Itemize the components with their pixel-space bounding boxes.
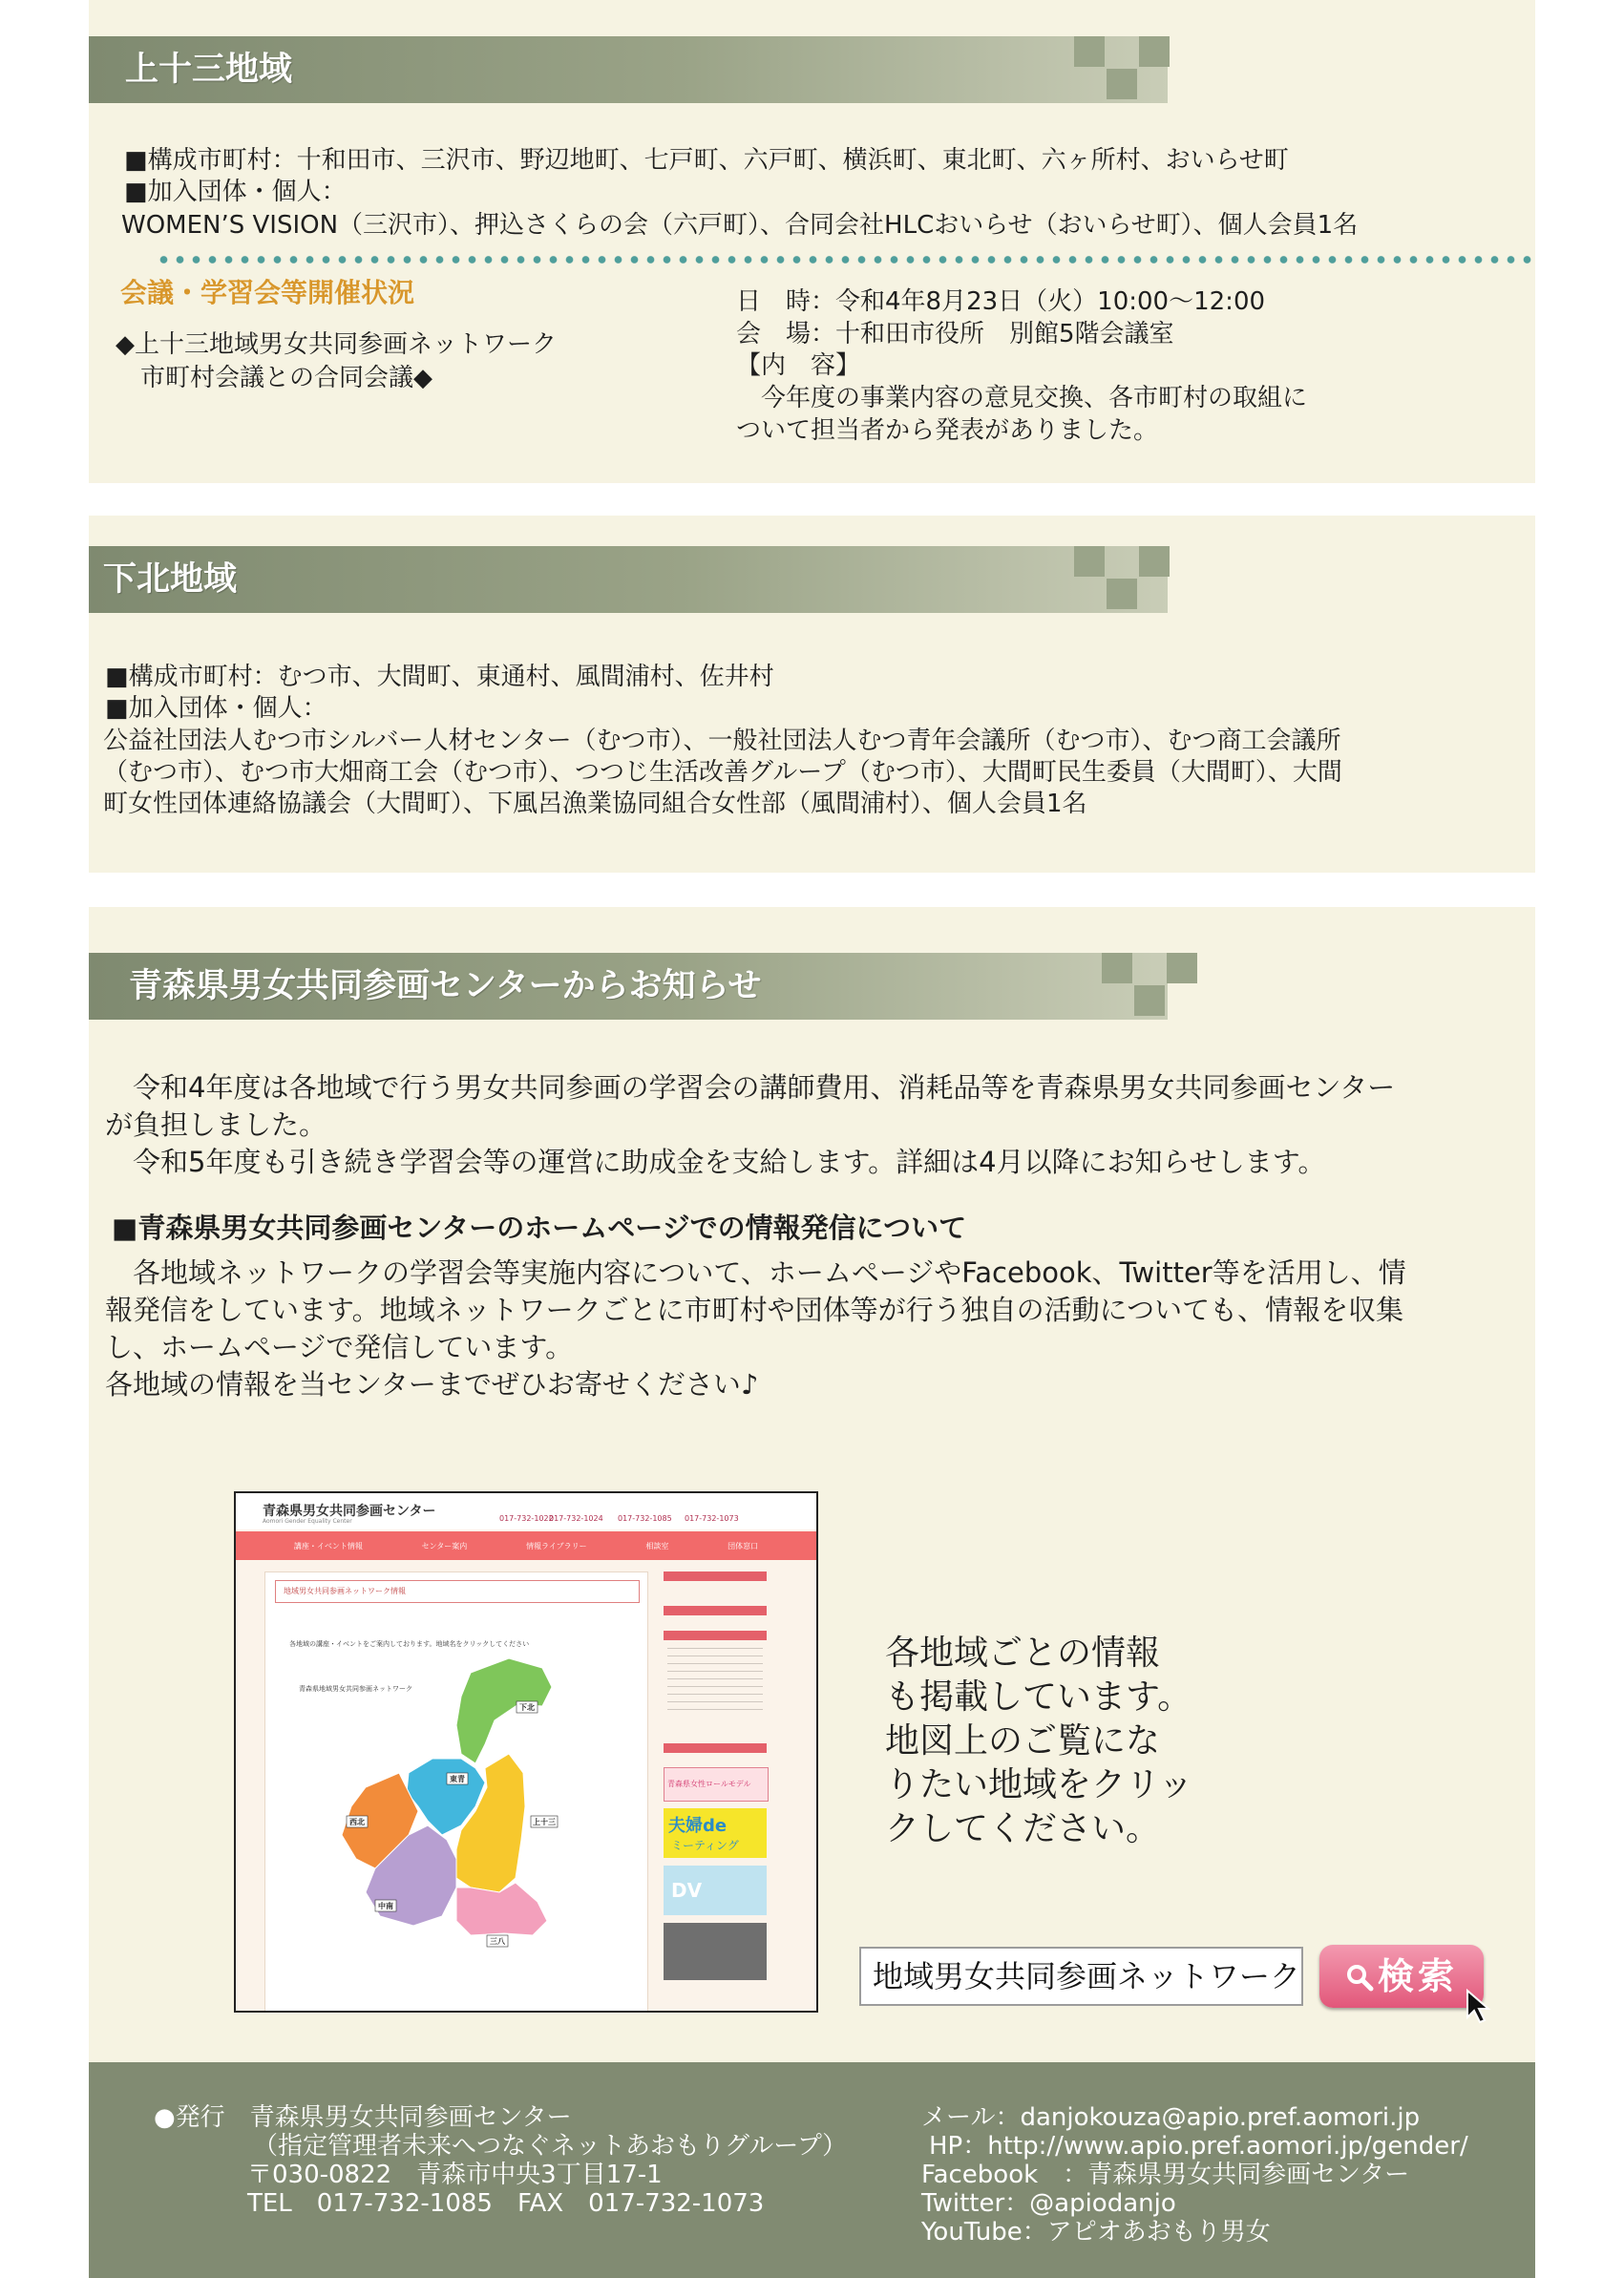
kamitosan-members: ■構成市町村：十和田市、三沢市、野辺地町、七戸町、六戸町、横浜町、東北町、六ヶ所村、おいらせ町	[124, 146, 1289, 175]
map-caption: 青森県地域男女共同参画ネットワーク	[299, 1685, 412, 1693]
header-deco-square	[1074, 546, 1105, 577]
sidebar-block	[664, 1571, 767, 1581]
region-label-seihoku[interactable]: 西北	[349, 1818, 365, 1826]
side-text-line5: クしてください。	[885, 1809, 1161, 1848]
event-content-line2: ついて担当者から発表がありました。	[736, 416, 1159, 445]
header-deco-square	[1074, 36, 1105, 67]
site-tel3: 017-732-1085	[618, 1514, 672, 1523]
event-content-line1: 今年度の事業内容の意見交換、各市町村の取組に	[736, 384, 1308, 412]
site-nav-item[interactable]: 団体窓口	[728, 1541, 759, 1550]
shimokita-groups-line2: （むつ市）、むつ市大畑商工会（むつ市）、つつじ生活改善グループ（むつ市）、大間町民生委員（大間町）、大間	[103, 758, 1342, 787]
notice-p3-line3: し、ホームページで発信しています。	[105, 1331, 574, 1363]
notice-header	[89, 953, 1168, 1020]
footer-twitter: Twitter：@apiodanjo	[921, 2189, 1176, 2218]
notice-p1-line1: 令和4年度は各地域で行う男女共同参画の学習会の講師費用、消耗品等を青森県男女共同参画センター	[105, 1071, 1396, 1104]
couple-meeting-banner-title: 夫婦de	[668, 1816, 728, 1836]
search-input[interactable]: 地域男女共同参画ネットワーク	[859, 1947, 1303, 2006]
event-title-line2: 市町村会議との合同会議◆	[116, 364, 432, 392]
panel-title: 地域男女共同参画ネットワーク情報	[284, 1587, 406, 1595]
site-tel1: 017-732-1022	[499, 1514, 554, 1523]
meeting-heading: 会議・学習会等開催状況	[120, 277, 415, 308]
search-button-label: 検索	[1377, 1955, 1458, 1997]
site-tel2: 017-732-1024	[549, 1514, 603, 1523]
panel-title-box	[275, 1580, 640, 1603]
region-label-kamitosan[interactable]: 上十三	[533, 1818, 556, 1826]
search-icon	[1345, 1948, 1374, 2011]
site-fax: 017-732-1073	[685, 1514, 739, 1523]
notice-p3-line1: 各地域ネットワークの学習会等実施内容について、ホームページやFacebook、Twitter等を活用し、情	[105, 1256, 1406, 1289]
header-deco-square	[1167, 953, 1197, 983]
event-venue: 会 場：十和田市役所 別館5階会議室	[736, 320, 1174, 348]
site-nav-item[interactable]: 情報ライブラリー	[526, 1541, 587, 1550]
sidebar-block	[664, 1743, 767, 1753]
region-label-chunan[interactable]: 中南	[378, 1902, 393, 1910]
kamitosan-groups-text: WOMEN’S VISION（三沢市）、押込さくらの会（六戸町）、合同会社HLCおいらせ（おいらせ町）、個人会員1名	[121, 211, 1359, 240]
site-subtitle: Aomori Gender Equality Center	[263, 1518, 352, 1525]
header-deco-square	[1102, 953, 1132, 983]
website-screenshot	[234, 1491, 818, 2013]
footer-manager: （指定管理者未来へつなぐネットあおもりグループ）	[253, 2132, 848, 2161]
role-model-banner-text: 青森県女性ロールモデル	[667, 1780, 751, 1788]
role-model-banner[interactable]	[664, 1767, 769, 1802]
sidebar-block	[664, 1606, 767, 1615]
region-label-shimokita[interactable]: 下北	[519, 1703, 535, 1712]
kamitosan-header	[89, 36, 1168, 103]
site-content-card	[264, 1571, 648, 2013]
footer	[89, 2062, 1535, 2278]
footer-publisher: ●発行 青森県男女共同参画センター	[154, 2103, 572, 2132]
side-text-line4: りたい地域をクリッ	[885, 1765, 1193, 1804]
kamitosan-panel	[89, 0, 1535, 483]
region-label-tosei[interactable]: 東青	[450, 1775, 465, 1783]
header-deco-square	[1107, 579, 1137, 609]
dotted-divider	[156, 254, 1538, 265]
site-nav-item[interactable]: 相談室	[645, 1541, 669, 1550]
notice-p1-line2: が負担しました。	[105, 1108, 327, 1141]
couple-meeting-banner[interactable]	[664, 1808, 767, 1858]
shimokita-groups-label: ■加入団体・個人：	[105, 694, 327, 723]
panel-instruction: 各地域の講座・イベントをご案内しております。地域名をクリックしてください	[289, 1640, 530, 1648]
side-text-line3: 地図上のご覧にな	[885, 1721, 1161, 1761]
footer-hp: HP：http://www.apio.pref.aomori.jp/gender/	[929, 2132, 1468, 2161]
dv-banner[interactable]	[664, 1866, 767, 1915]
footer-address: 〒030-0822 青森市中央3丁目17-1	[247, 2161, 663, 2189]
aomori-map[interactable]	[265, 1630, 647, 2012]
cursor-icon	[1466, 1989, 1494, 2025]
sidebar-thumbnails	[664, 1923, 767, 1980]
site-nav-item[interactable]: 講座・イベント情報	[293, 1541, 363, 1550]
site-nav	[236, 1531, 816, 1560]
shimokita-title: 下北地域	[103, 560, 238, 599]
region-label-sanpachi[interactable]: 三八	[490, 1937, 505, 1946]
notice-p3-line2: 報発信をしています。地域ネットワークごとに市町村や団体等が行う独自の活動についても、情報を収集	[105, 1294, 1404, 1326]
footer-youtube: YouTube：アピオあおもり男女	[921, 2218, 1271, 2246]
sidebar-block	[664, 1631, 767, 1640]
header-deco-square	[1139, 546, 1170, 577]
notice-p3-line4: 各地域の情報を当センターまでぜひお寄せください♪	[105, 1368, 759, 1401]
notice-p2: 令和5年度も引き続き学習会等の運営に助成金を支給します。詳細は4月以降にお知らせします。	[105, 1146, 1326, 1178]
footer-mail: メール：danjokouza@apio.pref.aomori.jp	[921, 2103, 1421, 2132]
footer-telfax: TEL 017-732-1085 FAX 017-732-1073	[247, 2189, 765, 2218]
header-deco-square	[1134, 985, 1165, 1016]
header-deco-square	[1139, 36, 1170, 67]
region-sanpachi[interactable]	[456, 1883, 547, 1935]
event-date: 日 時：令和4年8月23日（火）10:00～12:00	[736, 287, 1266, 316]
dv-banner-text: DV	[671, 1879, 703, 1902]
shimokita-members: ■構成市町村：むつ市、大間町、東通村、風間浦村、佐井村	[105, 663, 774, 691]
side-text-line2: も掲載しています。	[885, 1677, 1192, 1717]
sidebar-list	[667, 1648, 763, 1715]
footer-facebook: Facebook ：青森県男女共同参画センター	[921, 2161, 1410, 2189]
site-header	[236, 1493, 816, 1529]
event-title-line1: ◆上十三地域男女共同参画ネットワーク	[116, 330, 557, 359]
site-sidebar	[664, 1571, 769, 2011]
shimokita-groups-line1: 公益社団法人むつ市シルバー人材センター（むつ市）、一般社団法人むつ青年会議所（むつ市）、むつ商工会議所	[103, 727, 1341, 755]
notice-title: 青森県男女共同参画センターからお知らせ	[129, 967, 762, 1005]
site-title: 青森県男女共同参画センター	[263, 1504, 436, 1519]
event-content-label: 【内 容】	[736, 351, 861, 380]
search-button[interactable]	[1319, 1945, 1484, 2008]
shimokita-groups-line3: 町女性団体連絡協議会（大間町）、下風呂漁業協同組合女性部（風間浦村）、個人会員1名	[103, 790, 1087, 818]
shimokita-header	[89, 546, 1168, 613]
couple-meeting-banner-sub: ミーティング	[671, 1839, 739, 1852]
site-nav-item[interactable]: センター案内	[421, 1541, 468, 1550]
side-text-line1: 各地域ごとの情報	[885, 1634, 1161, 1673]
kamitosan-groups-label: ■加入団体・個人：	[124, 178, 347, 206]
kamitosan-title: 上十三地域	[125, 51, 293, 89]
shimokita-panel	[89, 516, 1535, 873]
header-deco-square	[1107, 69, 1137, 99]
notice-subheading: ■青森県男女共同参画センターのホームページでの情報発信について	[112, 1212, 967, 1244]
